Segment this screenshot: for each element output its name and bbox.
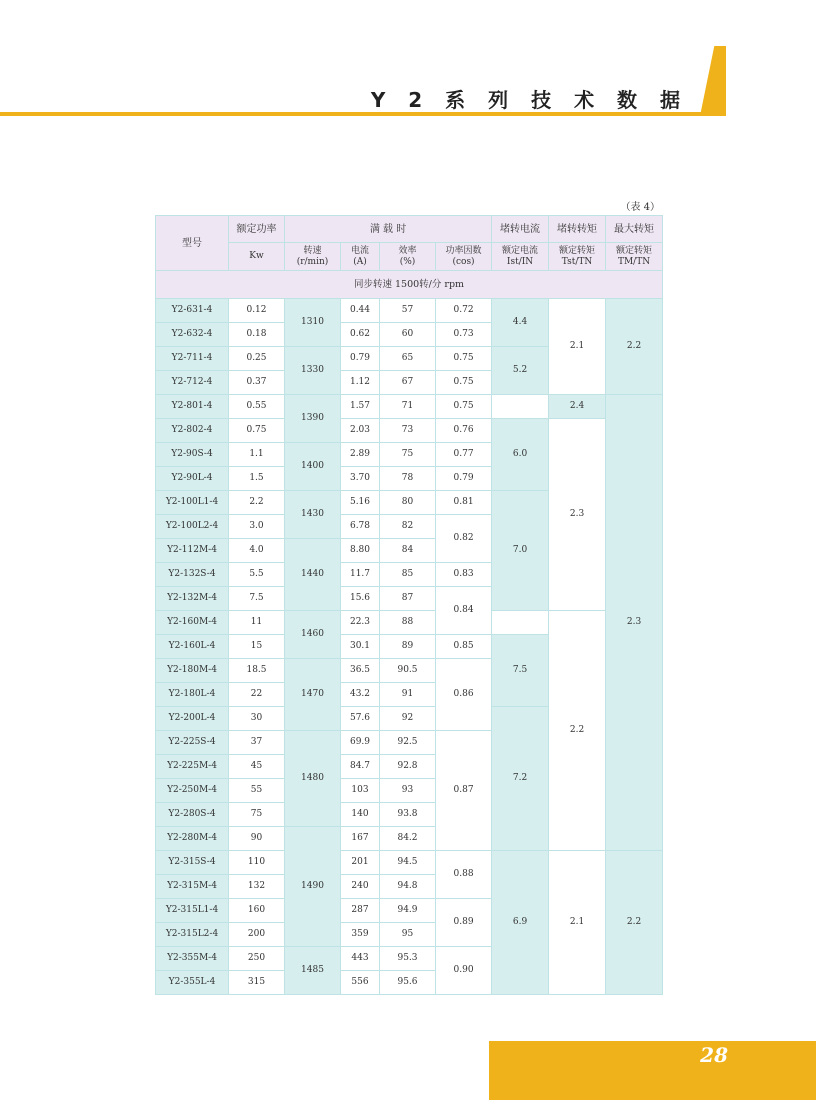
cell-locked-current: 7.2	[492, 707, 549, 851]
cell-efficiency: 89	[380, 635, 436, 659]
cell-power: 0.75	[229, 419, 285, 443]
cell-efficiency: 95	[380, 923, 436, 947]
cell-power: 132	[229, 875, 285, 899]
cell-model: Y2-315S-4	[156, 851, 229, 875]
header-full-load: 满 载 时	[285, 216, 492, 243]
cell-model: Y2-802-4	[156, 419, 229, 443]
cell-current: 0.44	[341, 299, 380, 323]
header-locked-current-sub	[492, 243, 549, 271]
cell-locked-current-empty	[492, 395, 549, 419]
header-rule	[0, 112, 708, 116]
page-header-title: Y 2 系 列 技 术 数 据	[370, 88, 688, 112]
header-max-torque: 最大转矩	[606, 216, 663, 243]
cell-power: 37	[229, 731, 285, 755]
section-row	[156, 271, 663, 299]
page-number: 28	[700, 1043, 728, 1067]
header-efficiency	[380, 243, 436, 271]
cell-power-factor: 0.89	[436, 899, 492, 947]
cell-power-factor: 0.76	[436, 419, 492, 443]
current-label: 电流	[350, 245, 369, 256]
cell-speed: 1480	[285, 731, 341, 827]
cell-power: 0.18	[229, 323, 285, 347]
header-current	[341, 243, 380, 271]
cell-model: Y2-315M-4	[156, 875, 229, 899]
cell-model: Y2-315L2-4	[156, 923, 229, 947]
cell-model: Y2-90L-4	[156, 467, 229, 491]
cell-power-factor: 0.84	[436, 587, 492, 635]
cell-power: 55	[229, 779, 285, 803]
cell-current: 22.3	[341, 611, 380, 635]
cell-current: 1.12	[341, 371, 380, 395]
cell-power-factor: 0.83	[436, 563, 492, 587]
cell-power: 160	[229, 899, 285, 923]
cell-locked-current: 7.5	[492, 635, 549, 707]
cell-model: Y2-132S-4	[156, 563, 229, 587]
cell-efficiency: 95.6	[380, 971, 436, 995]
cell-speed: 1470	[285, 659, 341, 731]
cell-model: Y2-132M-4	[156, 587, 229, 611]
header-locked-current: 堵转电流	[492, 216, 549, 243]
lc-sub-label: 额定电流	[502, 245, 539, 256]
pf-label: 功率因数	[445, 245, 482, 256]
cell-efficiency: 65	[380, 347, 436, 371]
cell-efficiency: 94.9	[380, 899, 436, 923]
cell-power-factor: 0.75	[436, 347, 492, 371]
header-model: 型号	[156, 216, 229, 271]
cell-efficiency: 78	[380, 467, 436, 491]
lt-sub-label: 额定转矩	[559, 245, 596, 256]
cell-power-factor: 0.85	[436, 635, 492, 659]
cell-model: Y2-712-4	[156, 371, 229, 395]
speed-unit: (r/min)	[296, 256, 329, 267]
cell-power: 2.2	[229, 491, 285, 515]
cell-locked-current: 7.0	[492, 491, 549, 611]
header-power-unit: Kw	[229, 243, 285, 271]
cell-model: Y2-225S-4	[156, 731, 229, 755]
cell-speed: 1390	[285, 395, 341, 443]
cell-speed: 1460	[285, 611, 341, 659]
cell-model: Y2-90S-4	[156, 443, 229, 467]
cell-locked-torque: 2.1	[549, 299, 606, 395]
cell-current: 8.80	[341, 539, 380, 563]
cell-speed: 1485	[285, 947, 341, 995]
cell-max-torque: 2.2	[606, 851, 663, 995]
header-row-1	[156, 216, 663, 243]
cell-current: 84.7	[341, 755, 380, 779]
cell-power: 0.55	[229, 395, 285, 419]
cell-locked-current: 6.9	[492, 851, 549, 995]
cell-current: 57.6	[341, 707, 380, 731]
speed-label: 转速	[303, 245, 322, 256]
cell-power: 75	[229, 803, 285, 827]
cell-locked-torque: 2.3	[549, 419, 606, 611]
cell-efficiency: 84.2	[380, 827, 436, 851]
cell-current: 3.70	[341, 467, 380, 491]
cell-model: Y2-632-4	[156, 323, 229, 347]
cell-model: Y2-355L-4	[156, 971, 229, 995]
cell-locked-torque: 2.4	[549, 395, 606, 419]
cell-power: 5.5	[229, 563, 285, 587]
cell-power: 22	[229, 683, 285, 707]
cell-model: Y2-711-4	[156, 347, 229, 371]
header-power: 额定功率	[229, 216, 285, 243]
cell-current: 2.89	[341, 443, 380, 467]
table-row	[156, 299, 663, 323]
header-locked-torque: 堵转转矩	[549, 216, 606, 243]
cell-current: 11.7	[341, 563, 380, 587]
cell-model: Y2-160M-4	[156, 611, 229, 635]
cell-power-factor: 0.75	[436, 371, 492, 395]
cell-current: 556	[341, 971, 380, 995]
cell-power: 110	[229, 851, 285, 875]
cell-efficiency: 92	[380, 707, 436, 731]
cell-current: 43.2	[341, 683, 380, 707]
cell-power-factor: 0.73	[436, 323, 492, 347]
cell-speed: 1490	[285, 827, 341, 947]
header-max-torque-sub	[606, 243, 663, 271]
cell-current: 359	[341, 923, 380, 947]
cell-power-factor: 0.87	[436, 731, 492, 851]
cell-speed: 1430	[285, 491, 341, 539]
cell-model: Y2-280M-4	[156, 827, 229, 851]
cell-efficiency: 73	[380, 419, 436, 443]
efficiency-unit: (%)	[399, 256, 416, 267]
cell-power: 1.5	[229, 467, 285, 491]
cell-current: 5.16	[341, 491, 380, 515]
cell-current: 240	[341, 875, 380, 899]
cell-power: 15	[229, 635, 285, 659]
cell-power-factor: 0.82	[436, 515, 492, 563]
current-unit: (A)	[353, 256, 367, 267]
cell-current: 287	[341, 899, 380, 923]
cell-efficiency: 92.5	[380, 731, 436, 755]
pf-unit: (cos)	[452, 256, 475, 267]
cell-efficiency: 85	[380, 563, 436, 587]
cell-power-factor: 0.75	[436, 395, 492, 419]
cell-power: 11	[229, 611, 285, 635]
efficiency-label: 效率	[398, 245, 417, 256]
cell-locked-torque: 2.1	[549, 851, 606, 995]
cell-power: 18.5	[229, 659, 285, 683]
cell-model: Y2-200L-4	[156, 707, 229, 731]
cell-efficiency: 92.8	[380, 755, 436, 779]
cell-power-factor: 0.88	[436, 851, 492, 899]
cell-locked-current: 6.0	[492, 419, 549, 491]
table-row	[156, 851, 663, 875]
cell-power-factor: 0.90	[436, 947, 492, 995]
cell-power-factor: 0.79	[436, 467, 492, 491]
table-number-note: （表 4）	[620, 202, 660, 213]
header-speed	[285, 243, 341, 271]
cell-power: 0.25	[229, 347, 285, 371]
cell-efficiency: 95.3	[380, 947, 436, 971]
cell-current: 0.62	[341, 323, 380, 347]
cell-power: 7.5	[229, 587, 285, 611]
cell-power-factor: 0.72	[436, 299, 492, 323]
mt-sub-label: 额定转矩	[616, 245, 653, 256]
cell-speed: 1310	[285, 299, 341, 347]
cell-current: 2.03	[341, 419, 380, 443]
table-row	[156, 395, 663, 419]
cell-model: Y2-280S-4	[156, 803, 229, 827]
cell-model: Y2-100L2-4	[156, 515, 229, 539]
cell-current: 69.9	[341, 731, 380, 755]
cell-current: 30.1	[341, 635, 380, 659]
cell-current: 0.79	[341, 347, 380, 371]
cell-model: Y2-801-4	[156, 395, 229, 419]
cell-max-torque: 2.3	[606, 395, 663, 851]
cell-speed: 1330	[285, 347, 341, 395]
cell-max-torque: 2.2	[606, 299, 663, 395]
cell-efficiency: 80	[380, 491, 436, 515]
cell-power-factor: 0.81	[436, 491, 492, 515]
cell-efficiency: 88	[380, 611, 436, 635]
cell-power: 250	[229, 947, 285, 971]
cell-model: Y2-315L1-4	[156, 899, 229, 923]
cell-power: 4.0	[229, 539, 285, 563]
cell-power-factor: 0.77	[436, 443, 492, 467]
cell-model: Y2-112M-4	[156, 539, 229, 563]
header-locked-torque-sub	[549, 243, 606, 271]
cell-power-factor: 0.86	[436, 659, 492, 731]
cell-model: Y2-355M-4	[156, 947, 229, 971]
cell-model: Y2-180M-4	[156, 659, 229, 683]
page-number-box	[489, 1041, 816, 1100]
cell-speed: 1440	[285, 539, 341, 611]
cell-efficiency: 84	[380, 539, 436, 563]
cell-current: 167	[341, 827, 380, 851]
cell-model: Y2-225M-4	[156, 755, 229, 779]
cell-efficiency: 60	[380, 323, 436, 347]
cell-efficiency: 94.5	[380, 851, 436, 875]
cell-power: 3.0	[229, 515, 285, 539]
cell-efficiency: 93	[380, 779, 436, 803]
cell-power: 30	[229, 707, 285, 731]
cell-current: 201	[341, 851, 380, 875]
cell-model: Y2-100L1-4	[156, 491, 229, 515]
cell-efficiency: 87	[380, 587, 436, 611]
cell-current: 36.5	[341, 659, 380, 683]
table-row	[156, 419, 663, 443]
cell-power: 45	[229, 755, 285, 779]
cell-power: 200	[229, 923, 285, 947]
lc-unit: Ist/IN	[506, 256, 534, 267]
cell-model: Y2-631-4	[156, 299, 229, 323]
cell-power: 0.37	[229, 371, 285, 395]
cell-current: 6.78	[341, 515, 380, 539]
header-accent-tab	[700, 46, 726, 116]
cell-locked-current-empty	[492, 611, 549, 635]
cell-efficiency: 91	[380, 683, 436, 707]
cell-efficiency: 94.8	[380, 875, 436, 899]
cell-efficiency: 82	[380, 515, 436, 539]
cell-model: Y2-250M-4	[156, 779, 229, 803]
cell-efficiency: 90.5	[380, 659, 436, 683]
cell-current: 1.57	[341, 395, 380, 419]
cell-power: 90	[229, 827, 285, 851]
cell-power: 0.12	[229, 299, 285, 323]
header-row-2	[156, 243, 663, 271]
cell-model: Y2-160L-4	[156, 635, 229, 659]
cell-speed: 1400	[285, 443, 341, 491]
cell-efficiency: 75	[380, 443, 436, 467]
lt-unit: Tst/TN	[561, 256, 593, 267]
cell-efficiency: 57	[380, 299, 436, 323]
cell-current: 140	[341, 803, 380, 827]
y2-specification-table	[155, 215, 663, 995]
synchronous-speed-label: 同步转速 1500转/分 rpm	[156, 271, 663, 299]
header-power-factor	[436, 243, 492, 271]
cell-efficiency: 71	[380, 395, 436, 419]
cell-current: 443	[341, 947, 380, 971]
cell-current: 103	[341, 779, 380, 803]
cell-power: 315	[229, 971, 285, 995]
cell-locked-current: 5.2	[492, 347, 549, 395]
cell-power: 1.1	[229, 443, 285, 467]
cell-locked-torque: 2.2	[549, 611, 606, 851]
cell-model: Y2-180L-4	[156, 683, 229, 707]
cell-efficiency: 93.8	[380, 803, 436, 827]
cell-current: 15.6	[341, 587, 380, 611]
cell-locked-current: 4.4	[492, 299, 549, 347]
cell-efficiency: 67	[380, 371, 436, 395]
table-row	[156, 611, 663, 635]
mt-unit: TM/TN	[617, 256, 651, 267]
